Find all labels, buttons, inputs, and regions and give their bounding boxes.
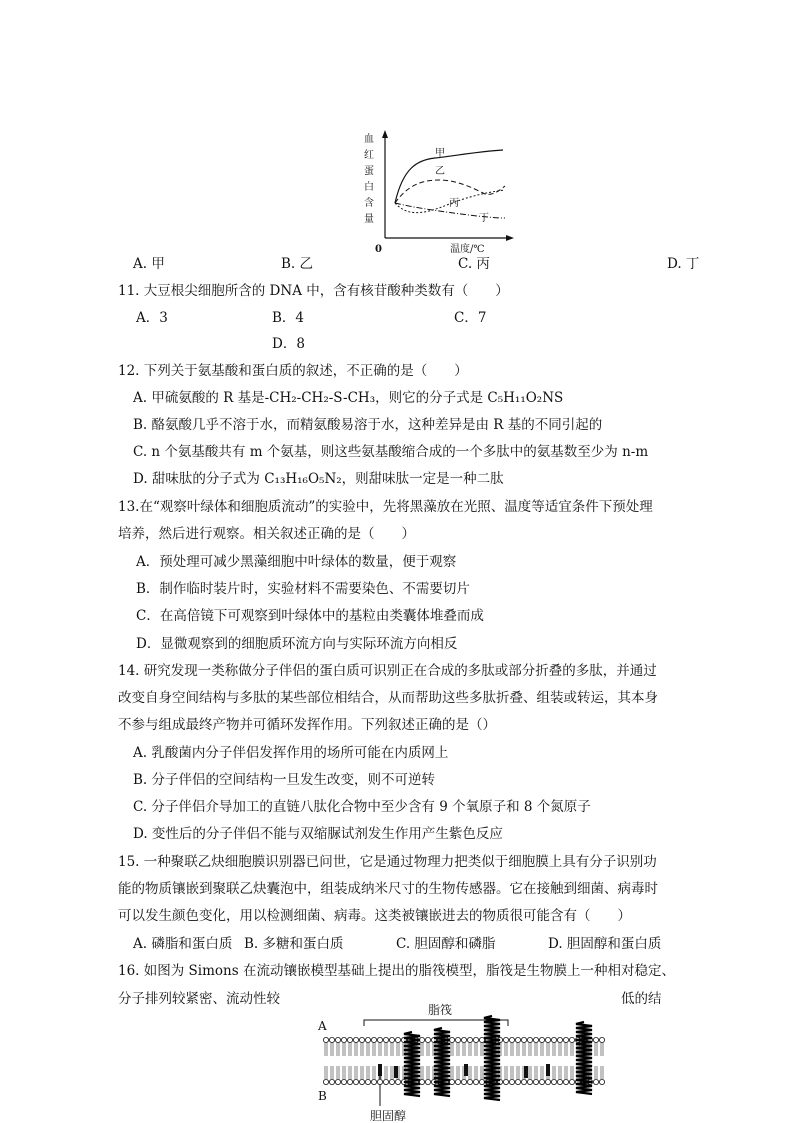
phospholipid-head xyxy=(503,1037,508,1042)
phospholipid-head xyxy=(569,1037,574,1042)
phospholipid-head xyxy=(341,1079,346,1084)
phospholipid-tail xyxy=(517,1043,519,1056)
phospholipid-head xyxy=(467,1037,472,1042)
q11-option-c: C．7 xyxy=(454,310,487,326)
phospholipid-tail xyxy=(601,1066,603,1079)
phospholipid-bilayer xyxy=(323,1037,604,1084)
phospholipid-head xyxy=(569,1079,574,1084)
phospholipid-head xyxy=(449,1079,454,1084)
cholesterol-molecule xyxy=(546,1064,550,1076)
phospholipid-tail xyxy=(553,1043,555,1056)
q11-stem: 11. 大豆根尖细胞所含的 DNA 中，含有核苷酸种类数有（ ） xyxy=(118,283,509,299)
phospholipid-head xyxy=(377,1079,382,1084)
q11-option-b: B．4 xyxy=(272,310,305,326)
curve-jia xyxy=(395,150,503,203)
phospholipid-head xyxy=(329,1037,334,1042)
phospholipid-head xyxy=(383,1037,388,1042)
q12-option-c: C. n 个氨基酸共有 m 个氨基，则这些氨基酸缩合成的一个多肽中的氨基数至少为 n-m xyxy=(133,444,649,460)
phospholipid-tail xyxy=(529,1043,531,1056)
curve-label-ding: 丁 xyxy=(479,213,489,224)
phospholipid-tail xyxy=(559,1043,561,1056)
phospholipid-head xyxy=(389,1079,394,1084)
q14-option-a: A. 乳酸菌内分子伴侣发挥作用的场所可能在内质网上 xyxy=(133,745,449,761)
phospholipid-head xyxy=(557,1079,562,1084)
phospholipid-head xyxy=(389,1037,394,1042)
phospholipid-head xyxy=(371,1037,376,1042)
q15-stem-line1: 15. 一种聚联乙炔细胞膜识别器已问世，它是通过物理力把类似于细胞膜上具有分子识别功 xyxy=(118,854,657,870)
phospholipid-tail xyxy=(505,1066,507,1079)
phospholipid-tail xyxy=(343,1043,345,1056)
phospholipid-tail xyxy=(427,1043,429,1056)
phospholipid-head xyxy=(395,1079,400,1084)
q13-stem-line2: 培养，然后进行观察。相关叙述正确的是（ ） xyxy=(118,526,415,542)
phospholipid-tail xyxy=(595,1066,597,1079)
phospholipid-tail xyxy=(595,1043,597,1056)
cholesterol-label: 胆固醇 xyxy=(370,1109,407,1123)
phospholipid-tail xyxy=(451,1066,453,1079)
phospholipid-head xyxy=(521,1079,526,1084)
q10-option-a: A. 甲 xyxy=(133,256,165,272)
q10-option-b: B. 乙 xyxy=(281,256,314,272)
phospholipid-tail xyxy=(337,1066,339,1079)
ylabel-char: 白 xyxy=(364,182,374,193)
lipid-raft-diagram xyxy=(312,998,612,1123)
q11-option-a: A．3 xyxy=(136,310,168,326)
phospholipid-tail xyxy=(481,1066,483,1079)
q10-option-c: C. 丙 xyxy=(458,256,490,272)
phospholipid-tail xyxy=(571,1066,573,1079)
phospholipid-tail xyxy=(523,1043,525,1056)
transmembrane-protein xyxy=(576,1022,592,1094)
phospholipid-head xyxy=(563,1037,568,1042)
phospholipid-tail xyxy=(349,1043,351,1056)
transmembrane-protein xyxy=(484,1016,500,1100)
phospholipid-tail xyxy=(427,1066,429,1079)
q15-option-c: C. 胆固醇和磷脂 xyxy=(396,936,496,952)
q13-option-d: D．显微观察到的细胞质环流方向与实际环流方向相反 xyxy=(136,636,458,652)
phospholipid-head xyxy=(377,1037,382,1042)
phospholipid-head xyxy=(335,1037,340,1042)
phospholipid-tail xyxy=(541,1043,543,1056)
phospholipid-head xyxy=(593,1079,598,1084)
phospholipid-head xyxy=(347,1037,352,1042)
phospholipid-tail xyxy=(559,1066,561,1079)
q12-option-b: B. 酪氨酸几乎不溶于水，而精氨酸易溶于水，这种差异是由 R 基的不同引起的 xyxy=(133,417,603,433)
phospholipid-head xyxy=(563,1079,568,1084)
phospholipid-head xyxy=(593,1037,598,1042)
phospholipid-head xyxy=(455,1037,460,1042)
hemoglobin-chart xyxy=(355,128,515,258)
cholesterol-molecule xyxy=(524,1066,528,1078)
q14-stem-line3: 不参与组成最终产物并可循环发挥作用。下列叙述正确的是（） xyxy=(118,717,496,733)
q13-option-b: B．制作临时装片时，实验材料不需要染色、不需要切片 xyxy=(136,581,470,597)
phospholipid-head xyxy=(599,1079,604,1084)
phospholipid-tail xyxy=(547,1043,549,1056)
phospholipid-tail xyxy=(391,1066,393,1079)
cholesterol-molecule xyxy=(378,1064,382,1076)
phospholipid-head xyxy=(509,1037,514,1042)
phospholipid-head xyxy=(425,1079,430,1084)
phospholipid-tail xyxy=(475,1066,477,1079)
phospholipid-tail xyxy=(421,1043,423,1056)
phospholipid-head xyxy=(455,1079,460,1084)
q12-option-a: A. 甲硫氨酸的 R 基是-CH₂-CH₂-S-CH₃，则它的分子式是 C₅H₁₁O₂NS xyxy=(133,390,564,406)
q16-stem-line2-left: 分子排列较紧密、流动性较 xyxy=(118,991,280,1007)
phospholipid-head xyxy=(395,1037,400,1042)
q13-option-c: C．在高倍镜下可观察到叶绿体中的基粒由类囊体堆叠而成 xyxy=(136,608,484,624)
q15-option-a: A. 磷脂和蛋白质 xyxy=(133,936,233,952)
phospholipid-tail xyxy=(391,1043,393,1056)
phospholipid-head xyxy=(425,1037,430,1042)
phospholipid-tail xyxy=(373,1066,375,1079)
phospholipid-tail xyxy=(601,1043,603,1056)
phospholipid-tail xyxy=(367,1066,369,1079)
ylabel-char: 蛋 xyxy=(364,166,374,177)
phospholipid-tail xyxy=(355,1043,357,1056)
phospholipid-head xyxy=(515,1037,520,1042)
q12-stem: 12. 下列关于氨基酸和蛋白质的叙述，不正确的是（ ） xyxy=(118,363,468,379)
phospholipid-head xyxy=(467,1079,472,1084)
phospholipid-head xyxy=(557,1037,562,1042)
membrane-proteins xyxy=(378,1016,592,1100)
q15-option-d: D. 胆固醇和蛋白质 xyxy=(548,936,662,952)
phospholipid-head xyxy=(545,1079,550,1084)
phospholipid-head xyxy=(419,1037,424,1042)
phospholipid-tail xyxy=(505,1043,507,1056)
phospholipid-head xyxy=(533,1079,538,1084)
phospholipid-head xyxy=(461,1079,466,1084)
ylabel-char: 红 xyxy=(364,150,374,161)
phospholipid-tail xyxy=(397,1043,399,1056)
ylabel-char: 血 xyxy=(364,134,374,145)
phospholipid-tail xyxy=(571,1043,573,1056)
raft-label: 脂筏 xyxy=(428,1003,453,1017)
phospholipid-tail xyxy=(481,1043,483,1056)
phospholipid-tail xyxy=(535,1066,537,1079)
phospholipid-tail xyxy=(361,1066,363,1079)
x-axis-label: 温度/℃ xyxy=(450,244,485,255)
phospholipid-head xyxy=(383,1079,388,1084)
x-axis-arrow xyxy=(506,235,514,241)
phospholipid-head xyxy=(335,1079,340,1084)
phospholipid-tail xyxy=(469,1066,471,1079)
ylabel-char: 含 xyxy=(364,198,374,209)
phospholipid-head xyxy=(323,1079,328,1084)
side-b-label: B xyxy=(318,1089,327,1103)
q13-stem-line1: 13.在“观察叶绿体和细胞质流动”的实验中，先将黑藻放在光照、温度等适宜条件下预处理 xyxy=(118,499,653,515)
curve-label-jia: 甲 xyxy=(435,148,445,159)
phospholipid-head xyxy=(329,1079,334,1084)
phospholipid-tail xyxy=(451,1043,453,1056)
phospholipid-tail xyxy=(565,1043,567,1056)
phospholipid-head xyxy=(359,1037,364,1042)
q14-option-b: B. 分子伴侣的空间结构一旦发生改变，则不可逆转 xyxy=(133,772,436,788)
phospholipid-head xyxy=(419,1079,424,1084)
q15-stem-line3: 可以发生颜色变化，用以检测细菌、病毒。这类被镶嵌进去的物质很可能含有（ ） xyxy=(118,908,631,924)
phospholipid-tail xyxy=(469,1043,471,1056)
phospholipid-tail xyxy=(511,1043,513,1056)
phospholipid-head xyxy=(473,1037,478,1042)
q16-stem-line2-right: 低的结 xyxy=(621,991,662,1007)
phospholipid-head xyxy=(323,1037,328,1042)
phospholipid-head xyxy=(371,1079,376,1084)
y-axis-arrow xyxy=(382,130,388,138)
phospholipid-tail xyxy=(511,1066,513,1079)
phospholipid-head xyxy=(365,1079,370,1084)
side-a-label: A xyxy=(318,1019,327,1033)
q14-stem-line1: 14. 研究发现一类称做分子伴侣的蛋白质可识别正在合成的多肽或部分折叠的多肽，并通过 xyxy=(118,663,657,679)
q14-option-d: D. 变性后的分子伴侣不能与双缩脲试剂发生作用产生紫色反应 xyxy=(133,826,503,842)
q14-stem-line2: 改变自身空间结构与多肽的某些部位相结合，从而帮助这些多肽折叠、组装或转运，其本身 xyxy=(118,690,658,706)
phospholipid-tail xyxy=(325,1043,327,1056)
phospholipid-head xyxy=(353,1037,358,1042)
q15-option-b: B. 多糖和蛋白质 xyxy=(244,936,344,952)
phospholipid-head xyxy=(479,1037,484,1042)
cholesterol-molecule xyxy=(464,1064,468,1076)
origin-label: 0 xyxy=(375,244,382,255)
phospholipid-head xyxy=(461,1037,466,1042)
cholesterol-molecule xyxy=(394,1066,398,1078)
phospholipid-head xyxy=(479,1079,484,1084)
phospholipid-tail xyxy=(349,1066,351,1079)
phospholipid-head xyxy=(341,1037,346,1042)
q15-stem-line2: 能的物质镶嵌到聚联乙炔囊泡中，组装成纳米尺寸的生物传感器。它在接触到细菌、病毒时 xyxy=(118,881,658,897)
phospholipid-head xyxy=(509,1079,514,1084)
phospholipid-tail xyxy=(331,1066,333,1079)
q14-option-c: C. 分子伴侣介导加工的直链八肽化合物中至少含有 9 个氧原子和 8 个氮原子 xyxy=(133,799,591,815)
q16-stem-line1: 16. 如图为 Simons 在流动镶嵌模型基础上提出的脂筏模型，脂筏是生物膜上一种相对稳定、 xyxy=(118,963,675,979)
phospholipid-head xyxy=(365,1037,370,1042)
phospholipid-head xyxy=(527,1079,532,1084)
phospholipid-tail xyxy=(517,1066,519,1079)
q10-option-d: D. 丁 xyxy=(667,256,700,272)
phospholipid-tail xyxy=(535,1043,537,1056)
phospholipid-tail xyxy=(529,1066,531,1079)
phospholipid-tail xyxy=(337,1043,339,1056)
phospholipid-tail xyxy=(355,1066,357,1079)
phospholipid-head xyxy=(515,1079,520,1084)
phospholipid-tail xyxy=(553,1066,555,1079)
phospholipid-tail xyxy=(385,1043,387,1056)
phospholipid-head xyxy=(473,1079,478,1084)
phospholipid-head xyxy=(539,1037,544,1042)
phospholipid-head xyxy=(551,1037,556,1042)
q12-option-d: D. 甜味肽的分子式为 C₁₃H₁₆O₅N₂，则甜味肽一定是一种二肽 xyxy=(133,471,504,487)
phospholipid-head xyxy=(539,1079,544,1084)
phospholipid-tail xyxy=(367,1043,369,1056)
q11-option-d: D．8 xyxy=(272,336,305,352)
q13-option-a: A．预处理可减少黑藻细胞中叶绿体的数量，便于观察 xyxy=(136,554,457,570)
phospholipid-tail xyxy=(457,1043,459,1056)
phospholipid-tail xyxy=(379,1043,381,1056)
phospholipid-tail xyxy=(475,1043,477,1056)
phospholipid-tail xyxy=(385,1066,387,1079)
phospholipid-tail xyxy=(373,1043,375,1056)
phospholipid-tail xyxy=(457,1066,459,1079)
phospholipid-head xyxy=(359,1079,364,1084)
phospholipid-head xyxy=(353,1079,358,1084)
phospholipid-tail xyxy=(565,1066,567,1079)
phospholipid-head xyxy=(599,1037,604,1042)
phospholipid-tail xyxy=(541,1066,543,1079)
curve-label-yi: 乙 xyxy=(435,166,445,177)
phospholipid-tail xyxy=(361,1043,363,1056)
phospholipid-tail xyxy=(463,1043,465,1056)
ylabel-char: 量 xyxy=(364,214,374,225)
curve-label-bing: 丙 xyxy=(449,198,459,209)
phospholipid-head xyxy=(503,1079,508,1084)
phospholipid-tail xyxy=(331,1043,333,1056)
phospholipid-tail xyxy=(343,1066,345,1079)
phospholipid-tail xyxy=(325,1066,327,1079)
phospholipid-head xyxy=(545,1037,550,1042)
phospholipid-head xyxy=(533,1037,538,1042)
phospholipid-head xyxy=(347,1079,352,1084)
phospholipid-tail xyxy=(421,1066,423,1079)
phospholipid-head xyxy=(449,1037,454,1042)
phospholipid-head xyxy=(521,1037,526,1042)
phospholipid-head xyxy=(527,1037,532,1042)
phospholipid-head xyxy=(551,1079,556,1084)
